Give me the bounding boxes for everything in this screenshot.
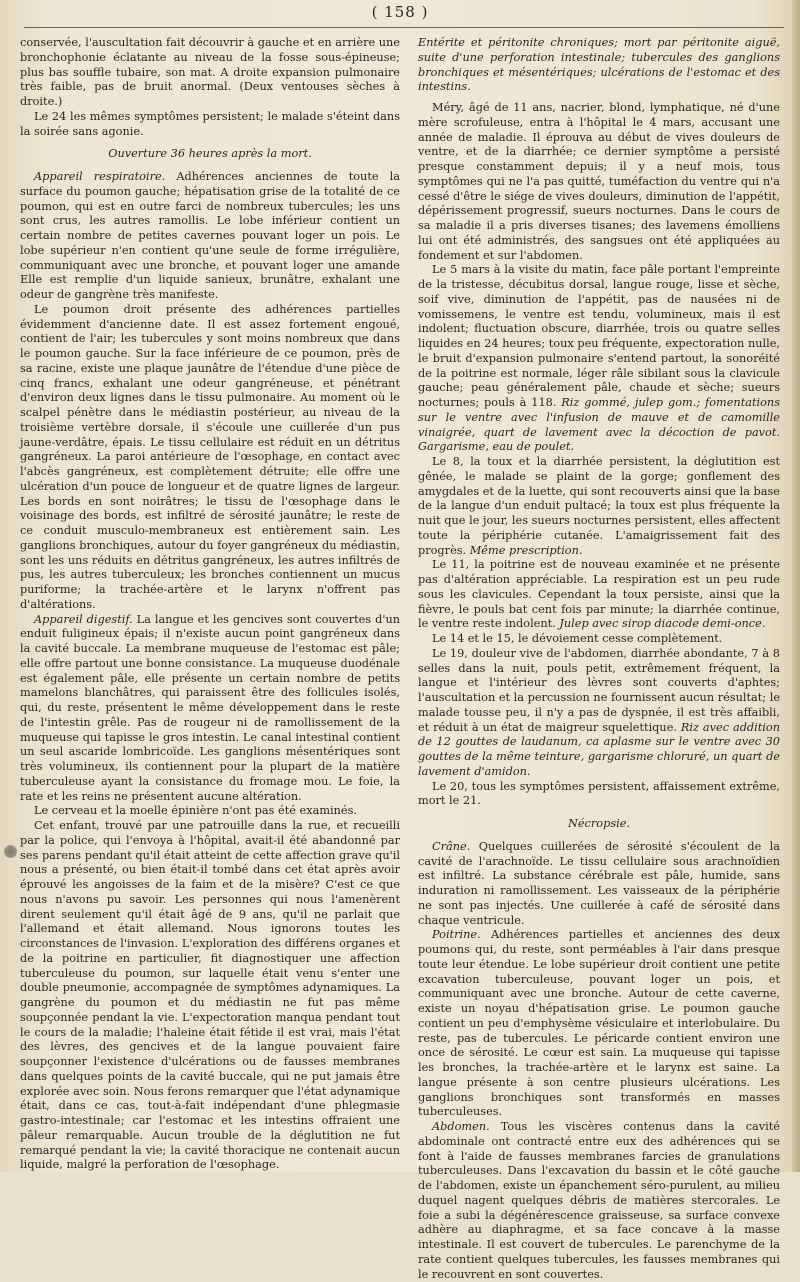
paragraph	[418, 647, 780, 780]
paragraph-text: Tous les viscères contenus dans la cavité abdominale ont contracté entre eux des adhérences qui se font à l'aide de fausses membranes farcies de granulations tuberculeuses. Dans l'excavation du bassin et le côté gauche de l'abdomen, existe un épanchement séro-purulent, au milieu duquel nagent quelques débris de matières stercorales. Le foie a subi la dégénérescence graisseuse, sa surface convexe adhère au diaphragme, et sa face concave à la masse intestinale. Il est couvert de tubercules. Le parenchyme de la rate contient quelques tubercules, les fausses membranes qui le recouvrent en sont couvertes.	[418, 1120, 780, 1281]
paragraph: Le poumon droit présente des adhérences partielles évidemment d'ancienne date. Il est assez fortement engoué, contient de l'air; les tubercules y sont moins nombreux que dans le poumon gauche. Sur la face inférieure de ce poumon, près de sa racine, existe une plaque jaunâtre de l'étendue d'une pièce de cinq francs, exhalant une odeur gangréneuse, et pénétrant d'environ deux lignes dans le tissu pulmonaire. Au moment où le scalpel pénètre dans le médiastin postérieur, au niveau de la troisième vertèbre dorsale, il s'écoule une cuillerée d'un pus jaune-verdâtre, épais. Le tissu cellulaire est réduit en un détritus gangréneux. La paroi antérieure de l'œsophage, en contact avec l'abcès gangréneux, est complètement détruite; elle offre une ulcération d'un pouce de longueur et de quatre lignes de largeur. Les bords en sont noirâtres; le tissu de l'œsophage dans le voisinage des bords, est infiltré de sérosité jaunâtre; le reste de ce conduit musculo-membraneux est entièrement sain. Les ganglions bronchiques, autour du foyer gangréneux du médiastin, sont les uns réduits en détritus gangréneux, les autres infiltrés de pus, les autres tuberculeux; les bronches contiennent un mucus puriforme; la trachée-artère et le larynx n'offrent pas d'altérations.	[20, 302, 400, 611]
header-rule	[24, 27, 784, 28]
paragraph: Le 14 et le 15, le dévoiement cesse complètement.	[432, 632, 723, 645]
paragraph-text: Le 5 mars à la visite du matin, face pâle portant l'empreinte de la tristesse, décubitus dorsal, langue rouge, lisse et sèche, soif vive, diminution de l'appétit, pas de nausées ni de vomissemens, le ventre est tendu, volumineux, mais il est indolent; fluctuation obscure, diarrhée, trois ou quatre selles liquides en 24 heures; toux peu fréquente, expectoration nulle, le bruit d'expansion pulmonaire s'entend partout, la sonoréité de la poitrine est normale, léger râle sibilant sous la clavicule gauche; peau généralement pâle, chaude et sèche; sueurs nocturnes; pouls à 118.	[418, 263, 780, 409]
page-number: ( 158 )	[371, 3, 429, 21]
section-label: Abdomen.	[432, 1120, 490, 1133]
right-column	[418, 36, 781, 1281]
paragraph: conservée, l'auscultation fait découvrir à gauche et en arrière une bronchophonie éclatante au niveau de la fosse sous-épineuse; plus bas souffle tubaire, son mat. A droite expansion pulmonaire très faible, pas de bruit anormal. (Deux ventouses sèches à droite.)	[20, 36, 400, 108]
prescription: Riz avec addition de 12 gouttes de laudanum, ca aplasme sur le ventre avec 30 gouttes de la même teinture, gargarisme chloruré, un quart de lavement d'amidon.	[418, 720, 781, 778]
prescription: Même prescription.	[466, 543, 583, 557]
section-label: Crâne.	[432, 839, 471, 853]
paragraph-skull	[418, 840, 780, 929]
paragraph-digestive	[20, 613, 400, 805]
paragraph-abdomen	[418, 1120, 780, 1282]
case-title: Entérite et péritonite chroniques; mort par péritonite aiguë, suite d'une perforation intestinale; tubercules des ganglions bronchiques et mésentériques; ulcérations de l'estomac et des intestins.	[418, 36, 780, 94]
prescription: Julep avec sirop diacode demi-once.	[555, 617, 766, 631]
paragraph-text: Le 11, la poitrine est de nouveau examinée et ne présente pas d'altération appréciable. La respiration est un peu rude sous les clavicules. Cependant la toux persiste, ainsi que la fièvre, le pouls bat cent fois par minute; la diarrhée continue, le ventre reste indolent.	[418, 558, 780, 631]
section-label: Poitrine.	[432, 928, 481, 942]
paragraph-text: Adhérences anciennes de toute la surface du poumon gauche; hépatisation grise de la totalité de ce poumon, qui est en outre farci de nombreux tubercules; les uns sont crus, les autres ramollis. Le lobe inférieur contient un certain nombre de petites cavernes pouvant loger un pois. Le lobe supérieur n'en contient qu'une seule de forme irrégulière, communiquant avec une bronche, et pouvant loger une amande Elle est remplie d'un liquide sanieux, brunâtre, exhalant une odeur de gangrène très manifeste.	[20, 170, 400, 301]
section-label: Appareil respiratoire.	[34, 170, 166, 183]
paragraph-discussion: Cet enfant, trouvé par une patrouille dans la rue, et recueilli par la police, qui l'envoya à l'hôpital, avait-il été abandonné par ses parens pendant qu'il était atteint de cette affection grave qu'il nous a présenté, ou bien était-il tombé dans cet état après avoir éprouvé les angoisses de la faim et de la misère? C'est ce que nous n'avons pu savoir. Les personnes qui nous l'amenèrent dirent seulement qu'il était âgé de 9 ans, qu'il ne parlait que l'allemand et était allemand. Nous ignorons toutes les circonstances de l'invasion. L'exploration des différens organes et de la poitrine en particulier, fit diagnostiquer une affection tuberculeuse du poumon, sur laquelle était venu s'enter une double pneumonie, accompagnée de symptômes adynamiques. La gangrène du poumon et du médiastin ne fut pas même soupçonnée pendant la vie. L'expectoration manqua pendant tout le cours de la maladie; l'haleine était fétide il est vrai, mais l'état des lèvres, des gencives et de la langue pouvaient faire soupçonner l'existence d'ulcérations ou de fausses membranes dans quelques points de la cavité buccale, qui ne put jamais être explorée avec soin. Nous ferons remarquer que l'état adynamique était, dans ce cas, tout-à-fait indépendant d'une phlegmasie gastro-intestinale; car l'estomac et les intestins offraient une pâleur remarquable. Aucun trouble de la déglutition ne fut remarqué pendant la vie; la cavité thoracique ne contenait aucun liquide, malgré la perforation de l'œsophage.	[20, 819, 400, 1172]
prescription: Riz gommé, julep gom.; fomentations sur le ventre avec l'infusion de mauve et de camomille vinaigrée, quart de lavement avec la décoction de pavot. Gargarisme, eau de poulet.	[418, 396, 780, 454]
paragraph: Méry, âgé de 11 ans, nacrier, blond, lymphatique, né d'une mère scrofuleuse, entra à l'hôpital le 4 mars, accusant une année de maladie. Il éprouva au début de vives douleurs de ventre, et de la diarrhée; ce dernier symptôme a persisté presque constamment depuis; il y a neuf mois, tous symptômes qui ne l'a pas quitté, tuméfaction du ventre qui n'a cessé d'être le siége de vives douleurs, diminution de l'appétit, dépérissement progressif, sueurs nocturnes. Dans le cours de sa maladie il a pris diverses tisanes; des lavemens émolliens lui ont été administrés, des sangsues ont été appliquées au fondement et sur l'abdomen.	[418, 101, 780, 262]
paragraph: Le 24 les mêmes symptômes persistent; le malade s'éteint dans la soirée sans agonie.	[20, 109, 400, 138]
paragraph	[418, 263, 780, 455]
paragraph: Le 20, tous les symptômes persistent, affaissement extrême, mort le 21.	[418, 779, 780, 808]
binding-edge	[792, 0, 800, 1172]
binding-hole	[4, 845, 17, 858]
paragraph-text: La langue et les gencives sont couvertes d'un enduit fuligineux épais; il n'existe aucun point gangréneux dans la cavité buccale. La membrane muqueuse de l'estomac est pâle; elle offre partout une bonne consistance. La muqueuse duodénale est également pâle, elle présente un certain nombre de petits mamelons blanchâtres, qui paraissent être des follicules isolés, qui, du reste, présentent le même développement dans le reste de l'intestin grêle. Pas de rougeur ni de ramollissement de la muqueuse qui tapisse le gros intestin. Le canal intestinal contient un seul ascaride lombricoïde. Les ganglions mésentériques sont très volumineux, ils contiennent pour la plupart de la matière tuberculeuse ayant la consistance du fromage mou. Le foie, la rate et les reins ne présentent aucune altération.	[20, 612, 401, 803]
paragraph: Le cerveau et la moelle épinière n'ont pas été examinés.	[34, 804, 358, 818]
left-column	[20, 36, 401, 1172]
paragraph-text: Le 8, la toux et la diarrhée persistent, la déglutition est gênée, le malade se plaint de la gorge; gonflement des amygdales et de la luette, qui sont recouverts ainsi que la base de la langue d'un enduit pultacé; la toux est plus fréquente la nuit que le jour, les sueurs nocturnes persistent, elles affectent toute la périphérie cutanée. L'amaigrissement fait des progrès.	[418, 455, 780, 557]
paragraph	[418, 558, 780, 632]
paragraph-text: Le 19, douleur vive de l'abdomen, diarrhée abondante, 7 à 8 selles dans la nuit, pouls petit, extrêmement fréquent, la langue et l'intérieur des lèvres sont couverts d'aphtes; l'auscultation et la percussion ne fournissent aucun résultat; le malade tousse peu, il n'y a pas de dyspnée, il est très affaibli, et réduit à un état de maigreur squelettique.	[418, 646, 780, 734]
paragraph-text: Adhérences partielles et anciennes des deux poumons qui, du reste, sont perméables à l'air dans presque toute leur étendue. Le lobe supérieur droit contient une petite excavation tuberculeuse, pouvant loger un pois, et communiquant avec une bronche. Autour de cette caverne, existe un noyau d'hépatisation grise. Le poumon gauche contient un peu d'emphysème vésiculaire et interlobulaire. Du reste, pas de tubercules. Le péricarde contient environ une once de sérosité. Le cœur est sain. La muqueuse qui tapisse les bronches, la trachée-artère et le larynx est saine. La langue présente à son centre plusieurs ulcérations. Les ganglions bronchiques sont transformés en masses tuberculeuses.	[418, 928, 780, 1119]
autopsy-heading: Ouverture 36 heures après la mort.	[108, 147, 312, 161]
paragraph	[418, 455, 780, 558]
section-label: Appareil digestif.	[34, 612, 133, 626]
paragraph-text: Quelques cuillerées de sérosité s'écoulent de la cavité de l'arachnoïde. Le tissu cellulaire sous arachnoïdien est infiltré. La substance cérébrale est pâle, humide, sans induration ni ramollissement. Les vaisseaux de la périphérie ne sont pas injectés. Une cuillerée à café de sérosité dans chaque ventricule.	[418, 839, 780, 927]
necropsy-heading: Nécropsie.	[567, 817, 631, 830]
paragraph-chest	[418, 928, 780, 1120]
paragraph-respiratory	[20, 170, 400, 303]
